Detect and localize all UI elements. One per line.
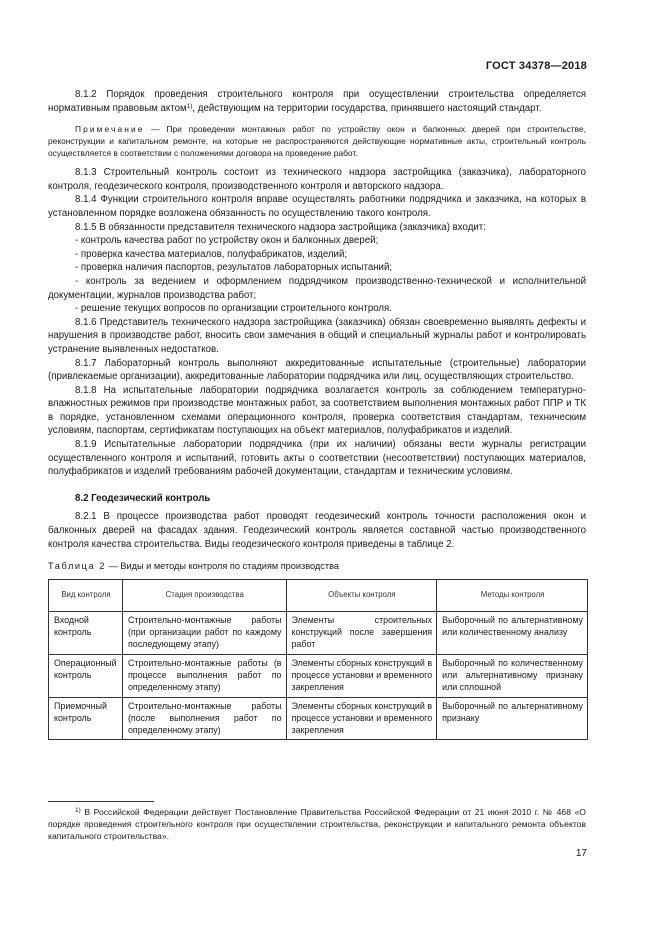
clause-8-1-4: 8.1.4 Функции строительного контроля вправе осуществлять работники подрядчика и заказчика, на которых в установленном порядке возложена обязанность по осуществлению такого контроля.: [48, 194, 586, 219]
footnote-ref[interactable]: 1): [186, 102, 193, 110]
table-cell: Выборочный по количественному или альтернативному признаку или сплошной: [437, 654, 588, 697]
table-row: [49, 654, 588, 697]
table-row: [49, 611, 588, 654]
table-cell: Строительно-монтажные работы (в процессе выполнения работ по определенному этапу): [122, 654, 286, 697]
main-content: [48, 88, 586, 740]
table-caption-label: Таблица 2: [48, 561, 107, 572]
header-control-type: Вид контроля: [49, 579, 123, 611]
table-row: [49, 697, 588, 740]
clause-8-1-8: 8.1.8 На испытательные лаборатории подрядчика возлагается контроль за соблюдением температурно-влажностных режимов при производстве монтажных работ, за соответствием выполнения монтажных работ ППР и ТК в порядке, установленном схемами операционного контроля, проверка соответствия стандартам, техническим условиям, паспортам, сертификатам поступающих на объект материалов, полуфабрикатов и изделий.: [48, 384, 586, 437]
section-heading-8-2: 8.2 Геодезический контроль: [75, 492, 211, 504]
header-stage: Стадия производства: [122, 579, 286, 611]
footnote-marker: 1): [75, 807, 81, 814]
clause-8-1-7: 8.1.7 Лабораторный контроль выполняют аккредитованные испытательные (строительные) лаборатории (привлекаемые организации), аккредитованные лаборатории подрядчика или лиц, осуществляющих строительство.: [48, 357, 586, 383]
control-types-table: [48, 579, 588, 741]
list-item: - проверка качества материалов, полуфабрикатов, изделий;: [75, 248, 348, 260]
table-cell: Элементы сборных конструкций в процессе установки и временного закрепления: [286, 654, 437, 697]
table-cell: Приемочный контроль: [49, 697, 123, 740]
list-item: - контроль качества работ по устройству окон и балконных дверей;: [75, 235, 379, 247]
clause-8-1-5: 8.1.5 В обязанности представителя технического надзора застройщика (заказчика) входит:: [75, 221, 486, 233]
note-text: — При проведении монтажных работ по устройству окон и балконных дверей при строительстве, реконструкции и капитальном ремонте, на которые не распространяются действующие нормативные акты, строительный контроль осуществляется в соответствии с положениями договора на проведение работ.: [48, 124, 586, 159]
note-label: Примечание: [75, 124, 145, 135]
list-item: - проверка наличия паспортов, результатов лабораторных испытаний;: [75, 262, 393, 274]
clause-8-1-2: [48, 88, 586, 115]
clause-8-1-2-tail: , действующим на территории государства, принявшего настоящий стандарт.: [192, 102, 542, 114]
table-cell: Элементы сборных конструкций в процессе установки и временного закрепления: [286, 697, 437, 740]
clause-8-2-1: 8.2.1 В процессе производства работ проводят геодезический контроль точности расположения окон и балконных дверей на фасадах здания. Геодезический контроль является составной частью производственного контроля качества строительства. Виды геодезического контроля приведены в таблице 2.: [48, 511, 586, 550]
footnote: [48, 806, 586, 843]
footnote-divider: [48, 801, 154, 802]
table-cell: Операционный контроль: [49, 654, 123, 697]
clause-8-1-3: 8.1.3 Строительный контроль состоит из технического надзора застройщика (заказчика), лабораторного контроля, геодезического контроля, производственного контроля и авторского надзора.: [48, 167, 586, 192]
table-caption-text: — Виды и методы контроля по стадиям производства: [106, 561, 339, 572]
table-caption: [48, 560, 586, 574]
table-cell: Выборочный по альтернативному или количественному анализу: [437, 611, 588, 654]
table-header-row: [49, 579, 588, 611]
clause-8-1-2-text: 8.1.2 Порядок проведения строительного контроля при осуществлении строительства определяется нормативным правовым актом: [48, 89, 586, 114]
document-code: ГОСТ 34378—2018: [485, 60, 587, 72]
list-item: - контроль за ведением и оформлением подрядчиком производственно-технической и исполнительной документации, журналов производства работ;: [48, 275, 586, 301]
table-cell: Входной контроль: [49, 611, 123, 654]
header-methods: Методы контроля: [437, 579, 588, 611]
page-number: 17: [575, 848, 587, 859]
note: [48, 123, 586, 159]
table-cell: Элементы строительных конструкций после завершения работ: [286, 611, 437, 654]
clause-8-1-9: 8.1.9 Испытательные лаборатории подрядчика (при их наличии) обязаны вести журналы регистрации осуществленного контроля и испытаний, готовить акты о соответствии (несоответствии) поступающих материалов, полуфабрикатов и изделий требованиям рабочей документации, стандартам и техническим условиям.: [48, 439, 586, 478]
table-cell: Строительно-монтажные работы (после выполнения работ по определенному этапу): [122, 697, 286, 740]
header-objects: Объекты контроля: [286, 579, 437, 611]
footnote-text: В Российской Федерации действует Постановление Правительства Российской Федерации от 21 июня 2010 г. № 468 «О порядке проведения строительного контроля при осуществлении строительства, реконструкции и капитального ремонта объектов капитального строительства».: [48, 807, 586, 842]
table-cell: Выборочный по альтернативному признаку: [437, 697, 588, 740]
clause-8-1-6: 8.1.6 Представитель технического надзора застройщика (заказчика) обязан своевременно выявлять дефекты и нарушения в производстве работ, вносить свои замечания в общий и специальный журналы работ и контролировать устранение выявленных недостатков.: [48, 316, 586, 355]
table-cell: Строительно-монтажные работы (при организации работ по каждому последующему этапу): [122, 611, 286, 654]
list-item: - решение текущих вопросов по организации строительного контроля.: [75, 303, 392, 315]
